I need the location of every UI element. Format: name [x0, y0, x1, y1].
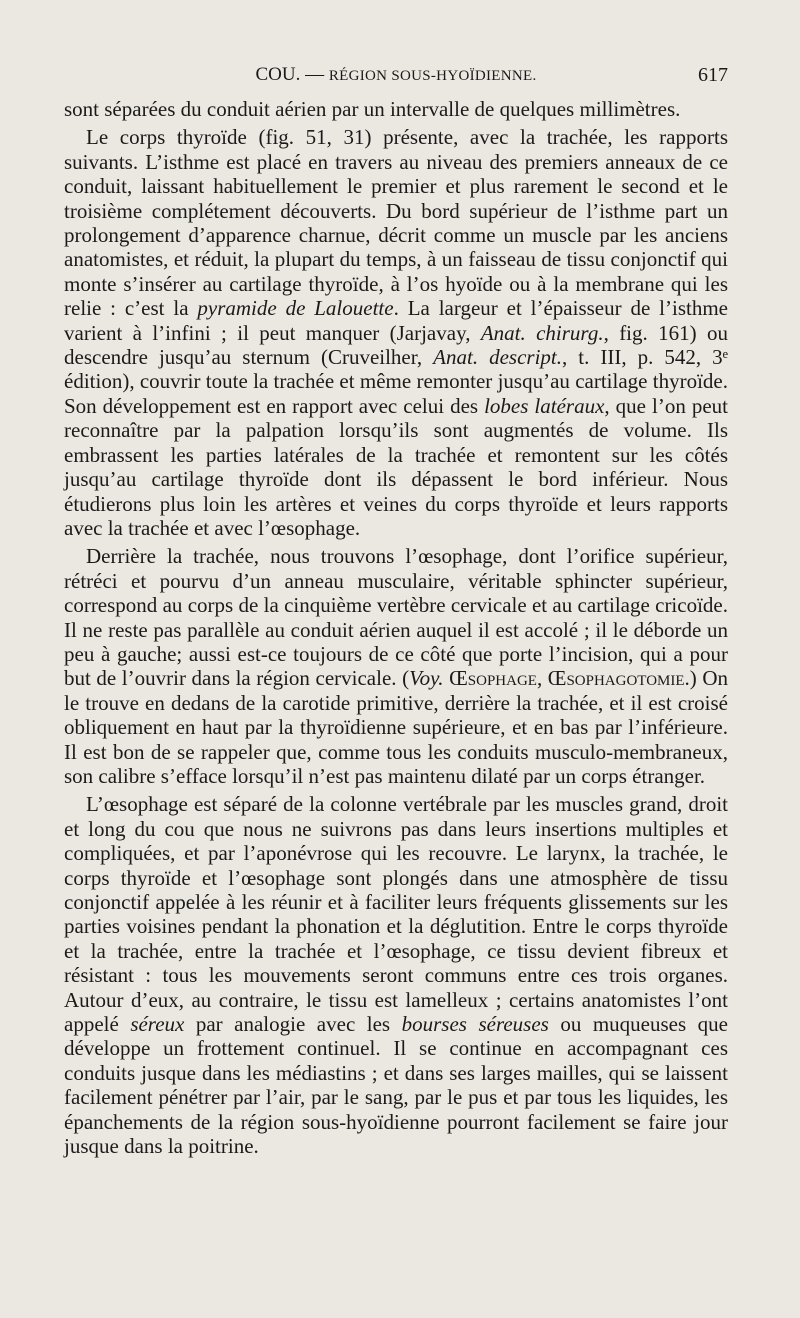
paragraph — [64, 125, 728, 540]
paragraph — [64, 97, 728, 121]
header-dash: — — [300, 64, 329, 85]
text-run: , t. III, p. 542, 3ᵉ édition), couvrir toute la trachée et même remonter jusqu’au cartilage thyroïde. Son développement est en rapport avec celui des — [64, 345, 728, 418]
text-run: , — [536, 666, 548, 691]
text-run: sont séparées du conduit aérien par un intervalle de quelques millimètres. — [64, 97, 681, 121]
text-run: Le corps thyroïde (fig. 51, 31) présente, avec la trachée, les rapports suivants. L’isthme est placé en travers au niveau des premiers anneaux de ce conduit, laissant habituellement le premier et plus rarement le second et le troisième complétement découverts. Du bord supérieur de l’isthme part un prolongement d’apparence charnue, décrit comme un muscle par les anciens anatomistes, et réduit, la plupart du temps, à un faisseau de tissu conjonctif qui monte s’insérer au cartilage thyroïde, à l’os hyoïde ou à la membrane qui les relie : c’est la — [64, 125, 728, 321]
text-run: . La largeur et l’épaisseur de l’isthme varient à l’infini ; il peut manquer (Jarjavay, — [64, 296, 728, 345]
text-run: par analogie avec les — [184, 1012, 402, 1037]
text-run: ou muqueuses que développe un frottement continuel. Il se continue en accompagnant ces conduits jusque dans les médiastins ; et dans ses larges mailles, qui se laissent facilement pénétrer par l’air, par le sang, par le pus et par tous les liquides, les épanchements de la région sous-hyoïdienne pourront facilement se faire jour jusque dans la poitrine. — [64, 1012, 728, 1159]
text-run: L’œsophage est séparé de la colonne vertébrale par les muscles grand, droit et long du cou que nous ne suivrons pas dans leurs insertions multiples et compliquées, et par l’aponévrose qui les recouvre. Le larynx, la trachée, le corps thyroïde et l’œsophage sont plongés dans une atmosphère de tissu conjonctif appelée à les réunir et à faciliter leurs fréquents glissements sur les parties voisines pendant la phonation et la déglutition. Entre le corps thyroïde et la trachée, entre la trachée et l’œsophage, ce tissu devient fibreux et résistant : tous les mouvements seront communs entre ces trois organes. Autour d’eux, au contraire, le tissu est lamelleux ; certains anatomistes l’ont appelé — [64, 792, 728, 1037]
italic-text: lobes latéraux — [484, 393, 605, 418]
header-chapter: COU. — [255, 64, 301, 85]
page-number: 617 — [698, 64, 728, 86]
paragraph — [64, 792, 728, 1158]
running-header — [64, 62, 728, 88]
running-title — [64, 64, 728, 86]
italic-text: Voy. — [409, 666, 444, 691]
header-section: RÉGION SOUS-HYOÏDIENNE. — [328, 68, 537, 84]
text-run: , fig. 161) ou descendre jusqu’au sternum (Cruveilher, — [64, 320, 728, 370]
body-text — [64, 97, 728, 1158]
small-caps-text: Œsophagotomie — [547, 666, 685, 691]
text-run: Derrière la trachée, nous trouvons l’œsophage, dont l’orifice supérieur, rétréci et pourvu d’un anneau musculaire, véritable sphincter supérieur, correspond au corps de la cinquième vertèbre cervicale et au cartilage cricoïde. Il ne reste pas parallèle au conduit aérien auquel il est accolé ; il le déborde un peu à gauche; aussi est-ce toujours de ce côté que porte l’incision, qui a pour but de l’ouvrir dans la région cervicale. ( — [64, 544, 728, 691]
italic-text: pyramide de Lalouette — [197, 296, 394, 321]
italic-text: bourses séreuses — [401, 1012, 549, 1037]
italic-text: séreux — [130, 1012, 185, 1037]
italic-text: Anat. descript. — [433, 345, 562, 370]
small-caps-text: Œsophage — [449, 666, 537, 691]
text-run: , que l’on peut reconnaître par la palpation lorsqu’ils sont augmentés de volume. Ils embrassent les parties latérales de la trachée et remontent sur les côtés jusqu’au cartilage thyroïde dont ils dépassent le bord inférieur. Nous étudierons plus loin les artères et veines du corps thyroïde et leurs rapports avec la trachée et avec l’œsophage. — [64, 393, 728, 540]
paragraph — [64, 544, 728, 788]
text-run: .) On le trouve en dedans de la carotide primitive, derrière la trachée, et il est croisé obliquement en haut par la thyroïdienne supérieure, et en bas par l’inférieure. Il est bon de se rappeler que, comme tous les conduits musculo-membraneux, son calibre s’efface lorsqu’il n’est pas maintenu dilaté par un corps étranger. — [64, 666, 729, 788]
italic-text: Anat. chirurg. — [480, 320, 604, 345]
